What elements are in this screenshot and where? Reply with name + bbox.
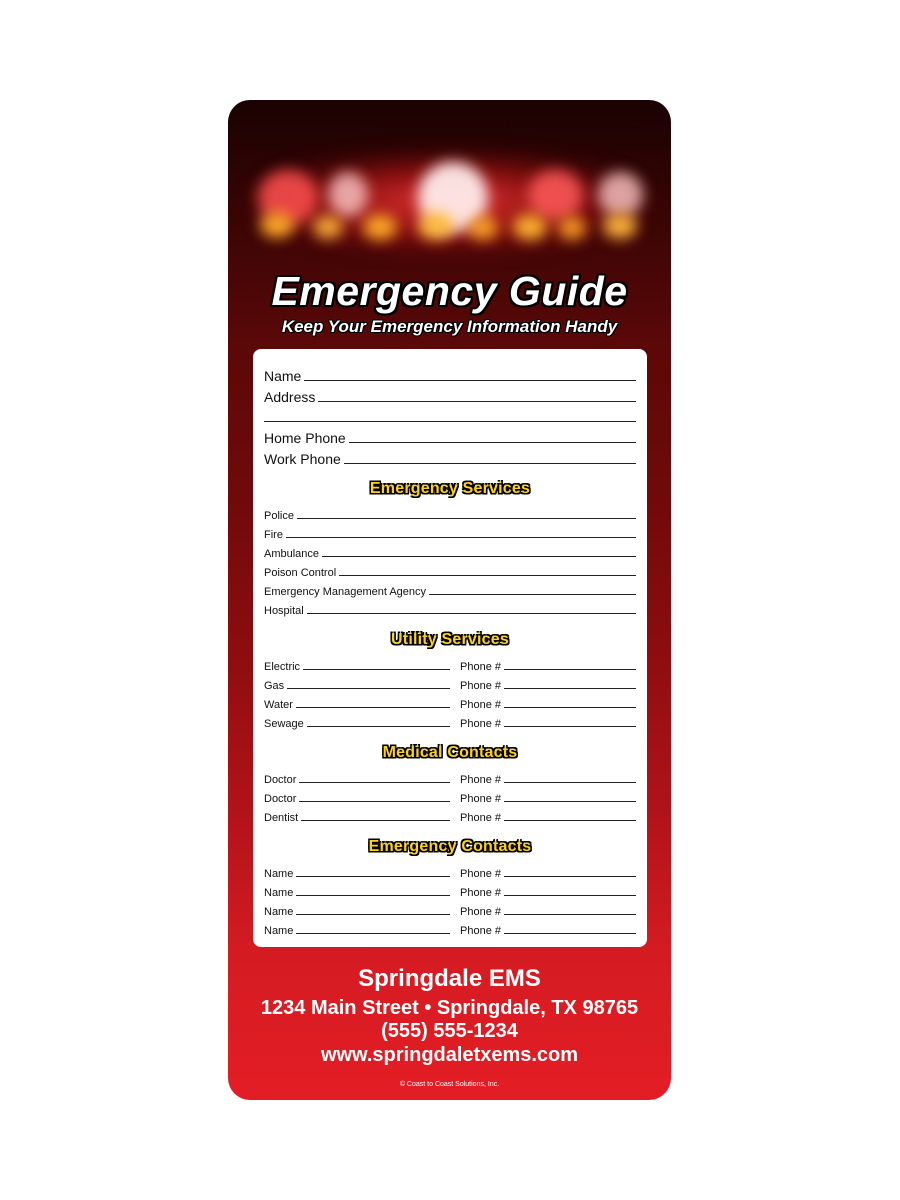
contact-4-phone-field[interactable] [460,922,636,937]
field-label: Dentist [264,812,299,824]
field-label: Ambulance [264,548,320,560]
field-label: Phone # [460,906,501,918]
field-label: Phone # [460,661,501,673]
sewage-field[interactable] [264,715,450,730]
field-label: Work Phone [264,451,341,467]
field-label: Gas [264,680,285,692]
gas-field[interactable] [264,677,450,692]
field-label: Water [264,699,293,711]
field-label: Address [264,389,316,405]
field-label: Phone # [460,887,501,899]
field-label: Name [264,868,294,880]
field-label: Phone # [460,774,501,786]
contact-3-name-field[interactable] [264,903,450,918]
field-label: Police [264,510,294,522]
field-label: Name [264,368,302,384]
emergency-lights-image [228,100,671,280]
utility-services-heading: Utility Services [391,631,509,648]
field-label: Name [264,906,294,918]
doctor-2-field[interactable] [264,790,450,805]
field-label: Phone # [460,793,501,805]
field-label: Doctor [264,774,297,786]
org-address: 1234 Main Street • Springdale, TX 98765 [260,997,639,1019]
copyright-notice: © Coast to Coast Solutions, Inc. [399,1081,500,1088]
emergency-guide-card [228,100,671,1100]
org-phone: (555) 555-1234 [381,1020,518,1042]
field-label: Name [264,925,294,937]
doctor-1-field[interactable] [264,771,450,786]
field-label: Name [264,887,294,899]
contact-1-name-field[interactable] [264,865,450,880]
field-label: Phone # [460,868,501,880]
ambulance-field[interactable] [264,545,636,560]
guide-subtitle: Keep Your Emergency Information Handy [281,317,618,336]
electric-field[interactable] [264,658,450,673]
gas-phone-field[interactable] [460,677,636,692]
field-label: Doctor [264,793,297,805]
field-label: Poison Control [264,567,337,579]
contact-1-phone-field[interactable] [460,865,636,880]
org-website[interactable]: www.springdaletxems.com [320,1044,579,1066]
fire-field[interactable] [264,526,636,541]
electric-phone-field[interactable] [460,658,636,673]
contact-3-phone-field[interactable] [460,903,636,918]
water-field[interactable] [264,696,450,711]
contact-2-name-field[interactable] [264,884,450,899]
sewage-phone-field[interactable] [460,715,636,730]
field-label: Fire [264,529,283,541]
field-label: Phone # [460,812,501,824]
emergency-services-heading: Emergency Services [369,480,531,497]
dentist-field[interactable] [264,809,450,824]
field-label: Hospital [264,605,304,617]
contact-2-phone-field[interactable] [460,884,636,899]
home-phone-field[interactable] [264,428,636,446]
field-label: Sewage [264,718,304,730]
medical-contacts-heading: Medical Contacts [382,744,518,761]
field-label: Electric [264,661,301,673]
contact-4-name-field[interactable] [264,922,450,937]
doctor-2-phone-field[interactable] [460,790,636,805]
doctor-1-phone-field[interactable] [460,771,636,786]
water-phone-field[interactable] [460,696,636,711]
info-form [253,349,647,947]
emergency-management-field[interactable] [264,583,636,598]
field-label: Phone # [460,925,501,937]
address-field[interactable] [264,387,636,405]
dentist-phone-field[interactable] [460,809,636,824]
field-label: Home Phone [264,430,346,446]
guide-title: Emergency Guide [271,268,628,314]
address-line-2-field[interactable] [264,407,636,425]
field-label: Emergency Management Agency [264,586,427,598]
name-field[interactable] [264,366,636,384]
work-phone-field[interactable] [264,449,636,467]
field-label: Phone # [460,718,501,730]
poison-control-field[interactable] [264,564,636,579]
field-label: Phone # [460,680,501,692]
org-name: Springdale EMS [358,965,541,992]
hospital-field[interactable] [264,602,636,617]
emergency-contacts-heading: Emergency Contacts [368,838,532,855]
field-label: Phone # [460,699,501,711]
police-field[interactable] [264,507,636,522]
